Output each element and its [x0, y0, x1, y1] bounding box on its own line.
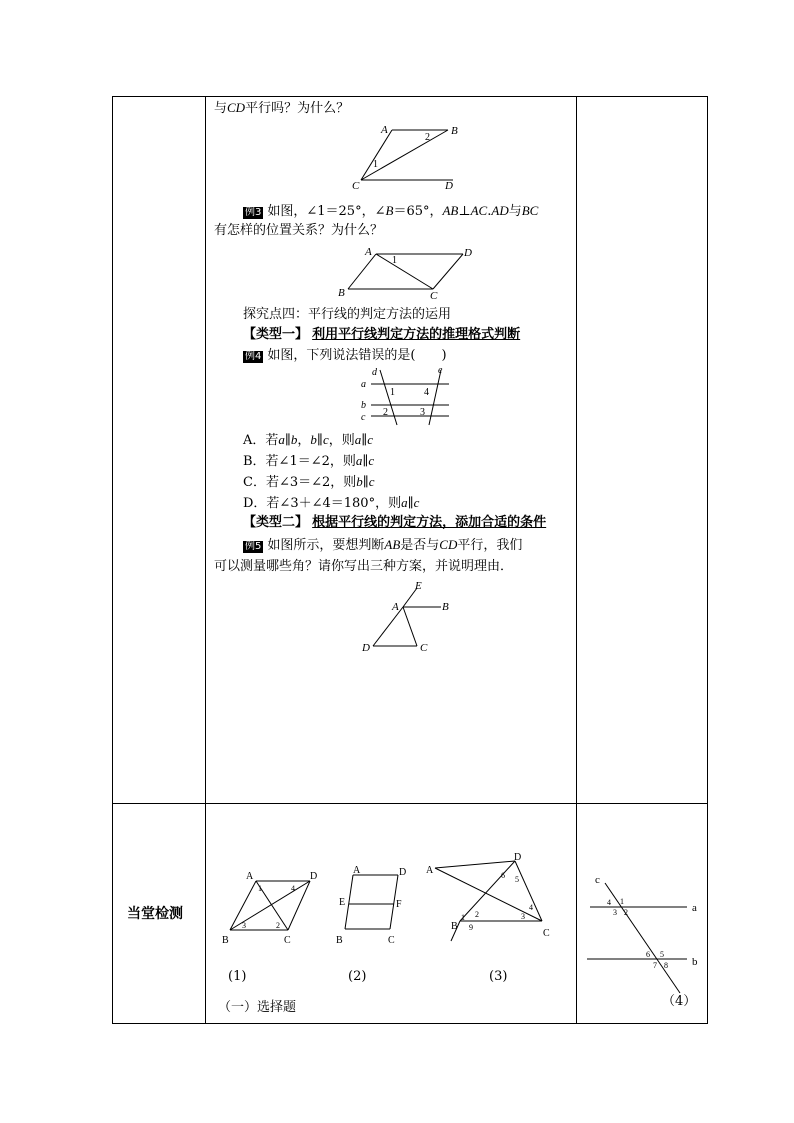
text-segment: ∥	[316, 433, 323, 448]
angle-1: 1	[258, 884, 262, 893]
angle-1: 1	[390, 387, 395, 398]
text-segment: ∥	[407, 496, 414, 511]
option-d	[243, 494, 419, 513]
type-2-heading	[243, 514, 546, 532]
quiz-figure-2	[333, 861, 418, 951]
label-a: a	[692, 902, 697, 914]
type-text: 根据平行线的判定方法，添加合适的条件	[312, 515, 547, 530]
figure-2	[335, 244, 485, 300]
caption-3: (3)	[489, 969, 508, 984]
text-segment: ∥	[361, 433, 368, 448]
text-segment: .	[487, 204, 492, 219]
text-segment: ，则	[328, 433, 355, 448]
label-c: C	[388, 935, 395, 946]
label-c: C	[284, 935, 291, 946]
example-badge: 例5	[245, 541, 262, 552]
angle-9: 9	[469, 923, 473, 932]
type-1-heading	[243, 326, 520, 344]
text-segment: ⊥	[458, 204, 471, 219]
angle-4: 4	[291, 884, 295, 893]
text-segment: a	[401, 495, 408, 510]
text-segment: 平行，我们	[457, 538, 523, 553]
label-c: C	[543, 928, 550, 939]
text-segment: AB	[384, 537, 401, 552]
text-segment: 与	[508, 204, 522, 219]
example-4	[243, 347, 447, 365]
angle-1: 1	[373, 159, 378, 170]
example-3-line2: 有怎样的位置关系？为什么？	[214, 223, 384, 238]
angle-7: 7	[653, 961, 657, 970]
quiz-section-title: （一）选择题	[218, 1000, 297, 1015]
text-segment: a	[278, 432, 285, 447]
angle-1: 1	[620, 897, 624, 906]
option-c	[243, 473, 375, 492]
figure-4	[355, 578, 465, 656]
example-5-line1	[243, 536, 522, 555]
line-label-a: a	[361, 379, 366, 390]
quiz-figure-1	[218, 866, 328, 946]
text-segment: a	[355, 453, 363, 468]
text-segment: B	[385, 203, 394, 218]
question-continuation	[214, 99, 349, 118]
figure-1	[345, 122, 465, 194]
angle-2: 2	[383, 407, 388, 418]
figure-3	[355, 365, 455, 427]
text-segment: AD	[491, 203, 509, 218]
label-e: E	[415, 580, 422, 592]
text-segment: ∥	[362, 454, 369, 469]
angle-4: 4	[607, 898, 611, 907]
angle-3: 3	[613, 908, 617, 917]
angle-3: 3	[521, 912, 525, 921]
angle-1: 1	[461, 913, 465, 922]
label-d: D	[514, 852, 522, 863]
line-label-d: d	[372, 367, 377, 378]
label-b: B	[451, 921, 458, 932]
line-label-c: c	[361, 412, 366, 423]
angle-1: 1	[392, 255, 397, 266]
label-c: C	[430, 290, 438, 302]
label-a: A	[365, 246, 372, 258]
text-segment: c	[368, 474, 375, 489]
text-segment: b	[290, 432, 298, 447]
quiz-figure-3	[423, 848, 563, 948]
table-divider-1	[205, 96, 206, 1024]
angle-3: 3	[420, 407, 425, 418]
angle-2: 2	[624, 908, 628, 917]
text-segment: ∥	[362, 475, 369, 490]
angle-3: 3	[242, 921, 246, 930]
text-segment: c	[322, 432, 329, 447]
table-row-divider	[112, 803, 708, 804]
label-c: c	[595, 874, 600, 886]
text-segment: AB	[442, 203, 459, 218]
label-a: A	[381, 124, 388, 136]
text-segment: ＝65°，	[393, 204, 443, 219]
angle-4: 4	[529, 903, 533, 912]
text-segment: 如图，下列说法错误的是( )	[267, 348, 447, 363]
text-segment: ，	[297, 433, 311, 448]
label-d: D	[399, 867, 407, 878]
label-b: B	[442, 601, 449, 613]
angle-2: 2	[425, 132, 430, 143]
quiz-figure-4	[585, 866, 705, 996]
text-cd: CD	[227, 100, 246, 115]
text-segment: 平行吗？为什么？	[245, 101, 350, 116]
angle-6: 6	[501, 871, 505, 880]
table-border-top	[112, 96, 708, 97]
row-label-in-class-test: 当堂检测	[127, 906, 183, 922]
text-segment: ∥	[284, 433, 291, 448]
line-label-b: b	[361, 400, 366, 411]
text-segment: a	[354, 432, 362, 447]
table-border-right	[707, 96, 708, 1024]
type-bracket: 【类型二】	[243, 515, 309, 530]
angle-2: 2	[475, 910, 479, 919]
text-segment: AC	[470, 203, 488, 218]
angle-4: 4	[424, 387, 429, 398]
label-c: C	[352, 180, 360, 192]
table-border-left	[112, 96, 113, 1024]
option-label: B．若∠1＝∠2，则	[243, 454, 356, 469]
label-b: B	[336, 935, 343, 946]
text-segment: b	[310, 432, 317, 447]
text-segment: c	[413, 495, 420, 510]
text-segment: BC	[521, 203, 539, 218]
text-segment: 是否与	[400, 538, 440, 553]
option-a	[243, 431, 373, 450]
caption-2: (2)	[348, 969, 367, 984]
text-segment: c	[367, 432, 374, 447]
label-d: D	[310, 871, 318, 882]
label-d: D	[362, 642, 370, 654]
label-d: D	[464, 247, 472, 259]
table-border-bottom	[112, 1023, 708, 1024]
label-a: A	[426, 865, 434, 876]
line-label-e: e	[438, 365, 443, 376]
option-label: D．若∠3＋∠4＝180°，则	[243, 496, 402, 511]
angle-5: 5	[660, 950, 664, 959]
option-label: C．若∠3＝∠2，则	[243, 475, 357, 490]
section-title: 探究点四：平行线的判定方法的运用	[243, 307, 452, 322]
text-segment: 与	[214, 101, 228, 116]
text-segment: c	[368, 453, 375, 468]
angle-2: 2	[276, 921, 280, 930]
text-segment: 如图所示，要想判断	[267, 538, 385, 553]
label-b: B	[338, 287, 345, 299]
type-bracket: 【类型一】	[243, 327, 309, 342]
label-e: E	[339, 897, 346, 908]
label-a: A	[353, 865, 361, 876]
text-segment: 如图，∠1＝25°，∠	[267, 204, 386, 219]
label-b: B	[451, 125, 458, 137]
option-b	[243, 452, 374, 471]
label-a: A	[392, 601, 399, 613]
label-b: B	[222, 935, 229, 946]
label-d: D	[445, 180, 453, 192]
type-text: 利用平行线判定方法的推理格式判断	[312, 327, 521, 342]
example-badge: 例4	[245, 351, 262, 362]
example-3-line1	[243, 202, 538, 221]
example-badge: 例3	[245, 207, 262, 218]
option-label: A．若	[243, 433, 279, 448]
label-a: A	[246, 871, 254, 882]
example-5-line2: 可以测量哪些角？请你写出三种方案，并说明理由．	[214, 559, 514, 574]
angle-6: 6	[646, 950, 650, 959]
label-b: b	[692, 956, 698, 968]
label-c: C	[420, 642, 428, 654]
text-segment: CD	[439, 537, 458, 552]
angle-8: 8	[664, 961, 668, 970]
caption-4: （4）	[662, 994, 697, 1009]
caption-1: (1)	[228, 969, 247, 984]
table-divider-2	[576, 96, 577, 1024]
label-f: F	[396, 899, 402, 910]
angle-5: 5	[515, 875, 519, 884]
text-segment: b	[356, 474, 363, 489]
